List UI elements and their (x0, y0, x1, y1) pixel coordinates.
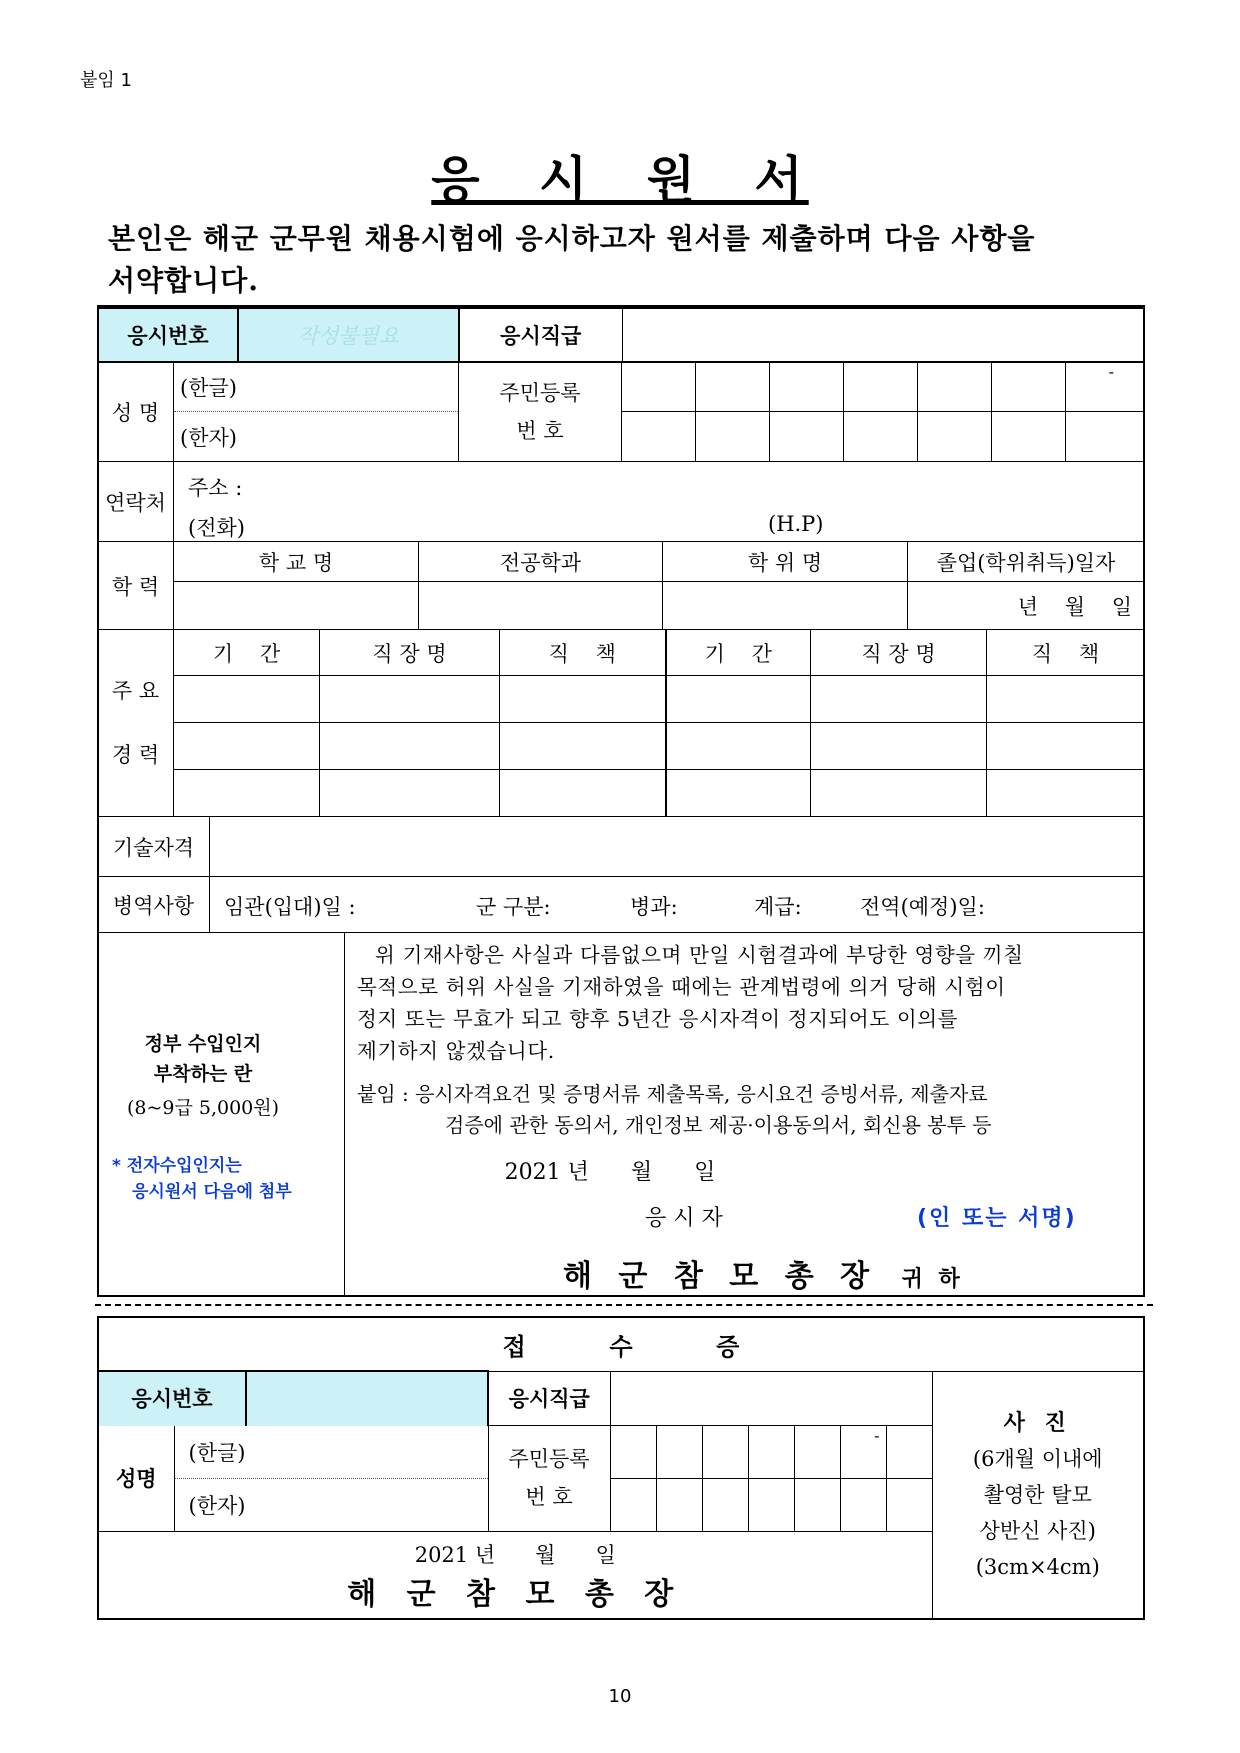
receipt-name-hanja[interactable]: (한자) (174, 1478, 488, 1531)
receipt-date[interactable]: 2021 년 월 일 (414, 1542, 616, 1567)
career-cell[interactable] (811, 676, 987, 723)
resident-label-line2: 번 호 (516, 418, 564, 443)
address-field[interactable]: 주소 : (188, 476, 243, 500)
pledge-line-1: 본인은 해군 군무원 채용시험에 응시하고자 원서를 제출하며 다음 사항을 (108, 222, 1036, 255)
contact-row (97, 461, 1145, 542)
resident-dash: - (1066, 362, 1145, 412)
career-table (97, 629, 1145, 817)
career-cell[interactable] (666, 723, 811, 770)
receipt-resident-digit[interactable] (656, 1478, 702, 1531)
receipt-exam-number-cell (98, 1371, 488, 1425)
page-number: 10 (608, 1686, 632, 1707)
career-header-period: 기 간 (174, 630, 320, 676)
receipt-title: 접 수 증 (98, 1317, 1144, 1371)
resident-digit[interactable] (622, 412, 696, 462)
receipt-exam-grade-input[interactable] (610, 1371, 932, 1425)
resident-label-line1: 주민등록 (499, 380, 581, 405)
military-branch[interactable]: 군 구분: (476, 895, 551, 919)
attachment-list (357, 1079, 1137, 1141)
career-cell[interactable] (811, 723, 987, 770)
oath-line: 목적으로 허위 사실을 기재하였을 때에는 관계법령에 의거 당해 시험이 (357, 975, 1006, 999)
stamp-label-line1: 정부 수입인지 (144, 1033, 262, 1055)
resident-digit[interactable] (992, 412, 1066, 462)
oath-text (357, 939, 1137, 1067)
name-korean-field[interactable]: (한글) (174, 362, 459, 412)
career-header-period: 기 간 (666, 630, 811, 676)
career-header-company: 직 장 명 (320, 630, 500, 676)
resident-digit[interactable] (1066, 412, 1145, 462)
exam-number-input[interactable]: 작성불필요 (238, 308, 459, 362)
receipt-exam-grade-label: 응시직급 (488, 1371, 610, 1425)
stamp-label-line2: 부착하는 란 (153, 1063, 253, 1085)
edu-date-input[interactable]: 년 월 일 (908, 582, 1145, 630)
edu-school-input[interactable] (174, 582, 419, 630)
edu-header-major: 전공학과 (419, 542, 663, 582)
receipt-resident-digit[interactable] (748, 1425, 794, 1478)
pledge-text (108, 218, 1035, 302)
e-stamp-note-line1: * 전자수입인지는 (112, 1156, 242, 1176)
resident-digit[interactable] (770, 362, 844, 412)
military-fields (210, 877, 1145, 933)
receipt-resident-digit[interactable] (702, 1425, 748, 1478)
resident-digit[interactable] (622, 362, 696, 412)
edu-header-school: 학 교 명 (174, 542, 419, 582)
tech-qualification-row (97, 816, 1145, 877)
revenue-stamp-area[interactable] (98, 933, 345, 1296)
receipt-resident-digit[interactable] (702, 1478, 748, 1531)
receipt-resident-digit[interactable] (656, 1425, 702, 1478)
mobile-field[interactable]: (H.P) (768, 512, 824, 536)
signature-field[interactable]: (인 또는 서명) (917, 1206, 1077, 1231)
oath-section (97, 932, 1145, 1296)
pledge-line-2: 서약합니다. (108, 264, 259, 297)
career-cell[interactable] (320, 676, 500, 723)
e-stamp-note (112, 1153, 292, 1205)
receipt-resident-label-line2: 번 호 (525, 1485, 573, 1509)
military-label: 병역사항 (98, 877, 210, 933)
addressee (563, 1251, 964, 1295)
career-header-position: 직 책 (987, 630, 1145, 676)
phone-field[interactable]: (전화) (188, 516, 245, 540)
e-stamp-note-line2: 응시원서 다음에 첨부 (132, 1182, 292, 1202)
oath-line: 제기하지 않겠습니다. (357, 1039, 555, 1063)
photo-note-line1: (6개월 이내에 (972, 1446, 1103, 1471)
receipt-exam-number-input[interactable] (247, 1372, 487, 1426)
attachment-label: 붙임 1 (80, 70, 132, 91)
career-label-line1: 주 요 (111, 679, 160, 703)
receipt-table (97, 1316, 1145, 1620)
education-label: 학 력 (98, 542, 174, 630)
career-cell[interactable] (500, 723, 666, 770)
contact-label: 연락처 (98, 462, 174, 542)
resident-digit[interactable] (696, 362, 770, 412)
receipt-resident-digit[interactable] (886, 1478, 932, 1531)
photo-note-line2: 촬영한 탈모 (983, 1482, 1092, 1507)
military-rank[interactable]: 계급: (754, 895, 802, 919)
resident-digit[interactable] (992, 362, 1066, 412)
career-cell[interactable] (500, 770, 666, 817)
oath-date[interactable]: 2021 년 월 일 (504, 1160, 716, 1185)
photo-note-line3: 상반신 사진) (979, 1518, 1096, 1543)
exam-number-row (97, 307, 1145, 363)
military-row (97, 876, 1145, 933)
name-label: 성 명 (98, 362, 174, 462)
career-label (98, 630, 174, 817)
resident-digit[interactable] (844, 412, 918, 462)
career-cell[interactable] (320, 770, 500, 817)
tech-qualification-label: 기술자격 (98, 817, 210, 877)
resident-digit[interactable] (918, 412, 992, 462)
education-row (97, 541, 1145, 630)
receipt-issuer: 해 군 참 모 총 장 (347, 1576, 684, 1612)
resident-digit[interactable] (770, 412, 844, 462)
career-cell[interactable] (174, 676, 320, 723)
receipt-resident-dash: - (840, 1425, 886, 1478)
receipt-name-label: 성명 (98, 1425, 174, 1531)
military-enlist-date[interactable]: 임관(입대)일 : (224, 895, 356, 919)
stamp-price: (8~9급 5,000원) (126, 1097, 280, 1119)
photo-area[interactable] (932, 1371, 1144, 1619)
receipt-resident-digit[interactable] (794, 1425, 840, 1478)
receipt-resident-label (488, 1425, 610, 1531)
addressee-honorific: 귀 하 (901, 1266, 964, 1292)
resident-number-label (459, 362, 622, 462)
exam-number-label: 응시번호 (98, 308, 238, 362)
page-title: 응 시 원 서 (431, 150, 809, 209)
stamp-label (98, 1029, 308, 1089)
edu-header-degree: 학 위 명 (663, 542, 908, 582)
receipt-resident-label-line1: 주민등록 (508, 1447, 590, 1471)
name-row (97, 361, 1145, 462)
oath-line: 위 기재사항은 사실과 다름없으며 만일 시험결과에 부당한 영향을 끼칠 (375, 943, 1024, 967)
receipt-footer (98, 1531, 932, 1619)
career-cell[interactable] (987, 770, 1145, 817)
receipt-exam-number-label: 응시번호 (99, 1372, 247, 1426)
edu-major-input[interactable] (419, 582, 663, 630)
career-header-position: 직 책 (500, 630, 666, 676)
applicant-label: 응 시 자 (645, 1206, 723, 1231)
addressee-name: 해 군 참 모 총 장 (563, 1259, 878, 1294)
military-specialty[interactable]: 병과: (630, 895, 678, 919)
career-cell[interactable] (174, 770, 320, 817)
oath-line: 정지 또는 무효가 되고 향후 5년간 응시자격이 정지되어도 이의를 (357, 1007, 959, 1031)
career-cell[interactable] (500, 676, 666, 723)
receipt-resident-digit[interactable] (886, 1425, 932, 1478)
career-cell[interactable] (320, 723, 500, 770)
resident-digit[interactable] (844, 362, 918, 412)
name-hanja-field[interactable]: (한자) (174, 412, 459, 462)
military-discharge-date[interactable]: 전역(예정)일: (860, 895, 985, 919)
oath-area (345, 933, 1145, 1296)
career-cell[interactable] (987, 676, 1145, 723)
cut-line (95, 1304, 1153, 1306)
career-cell[interactable] (666, 676, 811, 723)
receipt-name-korean[interactable]: (한글) (174, 1425, 488, 1478)
career-cell[interactable] (666, 770, 811, 817)
career-cell[interactable] (174, 723, 320, 770)
contact-fields (174, 462, 1145, 542)
edu-header-date: 졸업(학위취득)일자 (908, 542, 1145, 582)
career-cell[interactable] (811, 770, 987, 817)
career-cell[interactable] (987, 723, 1145, 770)
edu-degree-input[interactable] (663, 582, 908, 630)
receipt-resident-digit[interactable] (610, 1425, 656, 1478)
receipt-resident-digit[interactable] (610, 1478, 656, 1531)
attachment-line: 붙임 : 응시자격요건 및 증명서류 제출목록, 응시요건 증빙서류, 제출자료 (357, 1082, 988, 1106)
tech-qualification-input[interactable] (210, 817, 1145, 877)
exam-grade-label: 응시직급 (459, 308, 622, 362)
attachment-line: 검증에 관한 동의서, 개인정보 제공·이용동의서, 회신용 봉투 등 (445, 1113, 992, 1137)
exam-grade-input[interactable] (622, 308, 1145, 362)
receipt-resident-digit[interactable] (748, 1478, 794, 1531)
career-header-company: 직 장 명 (811, 630, 987, 676)
receipt-resident-digit[interactable] (794, 1478, 840, 1531)
receipt-resident-digit[interactable] (840, 1478, 886, 1531)
resident-digit[interactable] (918, 362, 992, 412)
photo-note-line4: (3cm×4cm) (975, 1554, 1100, 1579)
photo-title: 사 진 (1003, 1409, 1072, 1436)
career-label-line2: 경 력 (111, 743, 160, 767)
resident-digit[interactable] (696, 412, 770, 462)
